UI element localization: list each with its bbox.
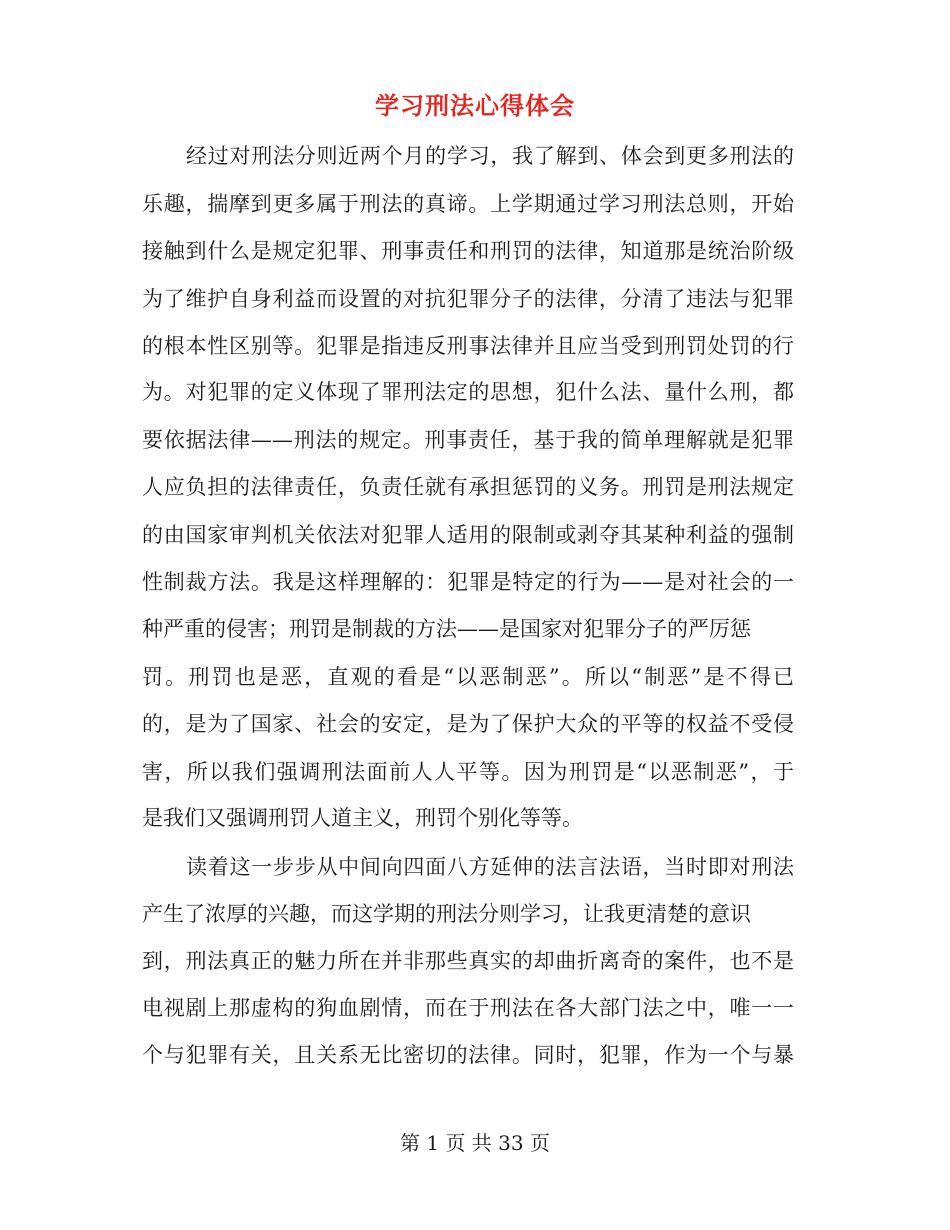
paragraph-1-line-8: 人应负担的法律责任，负责任就有承担惩罚的义务。刑罚是刑法规定 <box>142 475 794 499</box>
paragraph-1-line-15: 是我们又强调刑罚人道主义，刑罚个别化等等。 <box>142 806 583 830</box>
document-title: 学习刑法心得体会 <box>375 92 575 120</box>
paragraph-1-line-6: 为。对犯罪的定义体现了罪刑法定的思想，犯什么法、量什么刑，都 <box>142 380 794 404</box>
paragraph-1-line-12: 罚。刑罚也是恶，直观的看是“以恶制恶”。所以“制恶”是不得已 <box>142 665 794 689</box>
paragraph-2-line-5: 个与犯罪有关，且关系无比密切的法律。同时，犯罪，作为一个与暴 <box>142 1043 794 1067</box>
paragraph-1-line-9: 的由国家审判机关依法对犯罪人适用的限制或剥夺其某种利益的强制 <box>142 523 794 547</box>
paragraph-1-line-7: 要依据法律——刑法的规定。刑事责任，基于我的简单理解就是犯罪 <box>142 428 794 452</box>
page-footer: 第 1 页 共 33 页 <box>400 1131 550 1155</box>
paragraph-1-line-14: 害，所以我们强调刑法面前人人平等。因为刑罚是“以恶制恶”，于 <box>142 760 794 784</box>
paragraph-1-line-11: 种严重的侵害；刑罚是制裁的方法——是国家对犯罪分子的严厉惩 <box>142 617 751 641</box>
paragraph-2-line-4: 电视剧上那虚构的狗血剧情，而在于刑法在各大部门法之中，唯一一 <box>142 996 794 1020</box>
paragraph-2-line-1: 读着这一步步从中间向四面八方延伸的法言法语，当时即对刑法 <box>186 855 794 879</box>
paragraph-1-line-3: 接触到什么是规定犯罪、刑事责任和刑罚的法律，知道那是统治阶级 <box>142 239 794 263</box>
paragraph-1-line-5: 的根本性区别等。犯罪是指违反刑事法律并且应当受到刑罚处罚的行 <box>142 334 794 358</box>
paragraph-2-line-2: 产生了浓厚的兴趣，而这学期的刑法分则学习，让我更清楚的意识 <box>142 902 751 926</box>
paragraph-1-line-1: 经过对刑法分则近两个月的学习，我了解到、体会到更多刑法的 <box>186 144 794 168</box>
paragraph-1-line-10: 性制裁方法。我是这样理解的：犯罪是特定的行为——是对社会的一 <box>142 570 794 594</box>
paragraph-1-line-4: 为了维护自身利益而设置的对抗犯罪分子的法律，分清了违法与犯罪 <box>142 287 794 311</box>
paragraph-1-line-2: 乐趣，揣摩到更多属于刑法的真谛。上学期通过学习刑法总则，开始 <box>142 192 794 216</box>
paragraph-2-line-3: 到，刑法真正的魅力所在并非那些真实的却曲折离奇的案件，也不是 <box>142 949 794 973</box>
paragraph-1-line-13: 的，是为了国家、社会的安定，是为了保护大众的平等的权益不受侵 <box>142 712 794 736</box>
